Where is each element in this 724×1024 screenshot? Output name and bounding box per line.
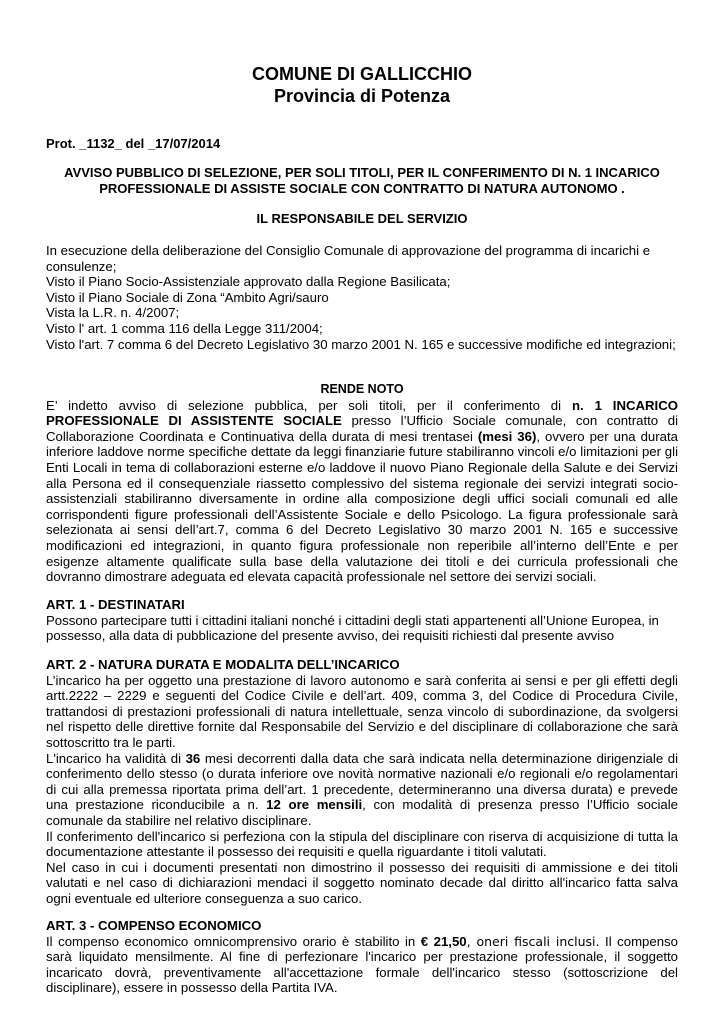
text-run: , ovvero per una durata inferiore laddove norme specifiche dettate da leggi finanziarie future stabiliranno vincoli e/o limitazioni per gli Enti Locali in tema di collaborazioni esterne e/o laddove il nuovo Piano Regionale della Salute e dei Servizi alla Persona ed il consequenziale riassetto complessivo del sistema regionale dei servizi integrati socio-assistenziali stabiliranno diversamente in ordine alla composizione degli uffici sociali comunali ed alle corrispondenti figure professionali dell’Assistente Sociale e dello Psicologo. La figura professionale sarà selezionata ai sensi dell’art.7, comma 6 del Decreto Legislativo 30 marzo 2001 N. 165 e successive modificazioni ed integrazioni, in quanto figura professionale non reperibile all’interno dell’Ente e per esigenze altamente qualificate sulla base della valutazione dei titoli e dei curricula professionali che dovranno dimostrare adeguata ed elevata capacità professionale nel settore dei servizi sociali.: [46, 428, 678, 585]
notice-title: AVVISO PUBBLICO DI SELEZIONE, PER SOLI TITOLI, PER IL CONFERIMENTO DI N. 1 INCARICO PROFESSIONALE DI ASSISTE SOCIALE CON CONTRATTO DI NATURA AUTONOMO .: [64, 165, 660, 196]
municipality-title: COMUNE DI GALLICCHIO: [252, 64, 472, 84]
text-run: , con modalità di presenza presso l’Ufficio sociale comunale da stabilire nel relativo disciplinare.: [46, 797, 678, 828]
art2-section: [46, 657, 678, 907]
bold-run: 12 ore mensili: [266, 797, 363, 813]
responsible-heading: IL RESPONSABILE DEL SERVIZIO: [256, 211, 468, 226]
premise-line: Visto l'art. 7 comma 6 del Decreto Legislativo 30 marzo 2001 N. 165 e successive modifiche ed integrazioni;: [46, 336, 676, 352]
bold-run: € 21,50: [420, 933, 467, 949]
art3-section: [46, 918, 678, 996]
art1-heading: ART. 1 - DESTINATARI: [46, 597, 185, 612]
art1-text: Possono partecipare tutti i cittadini italiani nonché i cittadini degli stati appartenenti all’Unione Europea, in possesso, alla data di pubblicazione del presente avviso, dei requisiti richiesti dal presente avviso: [46, 612, 659, 644]
art2-paragraph: Nel caso in cui i documenti presentati non dimostrino il possesso dei requisiti di ammissione e dei titoli valutati e nel caso di dichiarazioni mendaci il soggetto nominato decade dal diritto all'incarico fatta salva ogni eventuale ed ulteriore conseguenza a suo carico.: [46, 859, 678, 906]
text-run: E’ indetto avviso di selezione pubblica, per soli titoli, per il conferimento di: [46, 397, 572, 413]
art2-paragraph: [46, 751, 678, 829]
text-run: Il compenso economico omnicomprensivo orario è stabilito in: [46, 933, 421, 949]
text-run: Il compenso sarà liquidato mensilmente. Al fine di perfezionare l'incarico per prestazione professionale, il soggetto incaricato dovrà, preventivamente all'accettazione formale dell'incarico stesso (sottoscrizione del disciplinare), essere in possesso della Partita IVA.: [46, 933, 678, 996]
art2-paragraph: L’incarico ha per oggetto una prestazione di lavoro autonomo e sarà conferita ai sensi e per gli effetti degli artt.2222 – 2229 e seguenti del Codice Civile e dell’art. 409, comma 3, del Codice di Procedura Civile, trattandosi di prestazioni professionali di natura intellettuale, senza vincolo di subordinazione, da svolgersi nel rispetto delle direttive fornite dal Responsabile del Servizio e del disciplinare di collaborazione che sarà sottoscritto tra le parti.: [46, 672, 678, 750]
text-run: , oneri fiscali inclusi.: [466, 933, 600, 949]
art2-paragraph: Il conferimento dell'incarico si perfeziona con la stipula del disciplinare con riserva di acquisizione di tutta la documentazione attestante il possesso dei requisiti e quella riguardante i titoli valutati.: [46, 828, 678, 860]
premise-line: Visto il Piano Sociale di Zona “Ambito Agri/sauro: [46, 289, 329, 305]
premise-line: Visto il Piano Socio-Assistenziale approvato dalla Regione Basilicata;: [46, 274, 451, 290]
art2-heading: ART. 2 - NATURA DURATA E MODALITA DELL’INCARICO: [46, 657, 400, 672]
rende-noto-section: [46, 382, 678, 585]
rende-noto-text: [46, 398, 678, 585]
art3-heading: ART. 3 - COMPENSO ECONOMICO: [46, 918, 262, 933]
art3-paragraph: [46, 934, 678, 996]
bold-run: (mesi 36): [477, 428, 537, 444]
premises-block: [46, 243, 678, 352]
art1-section: [46, 597, 678, 644]
rende-noto-heading: RENDE NOTO: [320, 382, 404, 396]
text-run: mesi decorrenti dalla data che sarà indicata nella determinazione dirigenziale di conferimento dello stesso (o durata inferiore ove novità normative nazionali e/o regionali e/o regolamentari di cui alla premessa riportata prima dell’art. 1 precedente, determineranno una diversa durata) e prevede una prestazione riconducibile a n.: [46, 750, 678, 813]
bold-run: 36: [185, 750, 201, 766]
bold-run: n. 1 INCARICO PROFESSIONALE DI ASSISTENTE SOCIALE: [46, 397, 678, 429]
text-run: L'incarico ha validità di: [46, 750, 186, 766]
province-subtitle: Provincia di Potenza: [273, 86, 451, 106]
protocol-number: Prot. _1132_ del _17/07/2014: [46, 136, 221, 151]
premise-line: Visto l' art. 1 comma 116 della Legge 311/2004;: [46, 320, 323, 336]
text-run: presso l’Ufficio Sociale comunale, con contratto di Collaborazione Coordinata e Continuativa della durata di mesi trentasei: [46, 413, 678, 444]
premise-line: In esecuzione della deliberazione del Consiglio Comunale di approvazione del programma di incarichi e consulenze;: [46, 243, 651, 274]
premise-line: Vista la L.R. n. 4/2007;: [46, 305, 180, 321]
